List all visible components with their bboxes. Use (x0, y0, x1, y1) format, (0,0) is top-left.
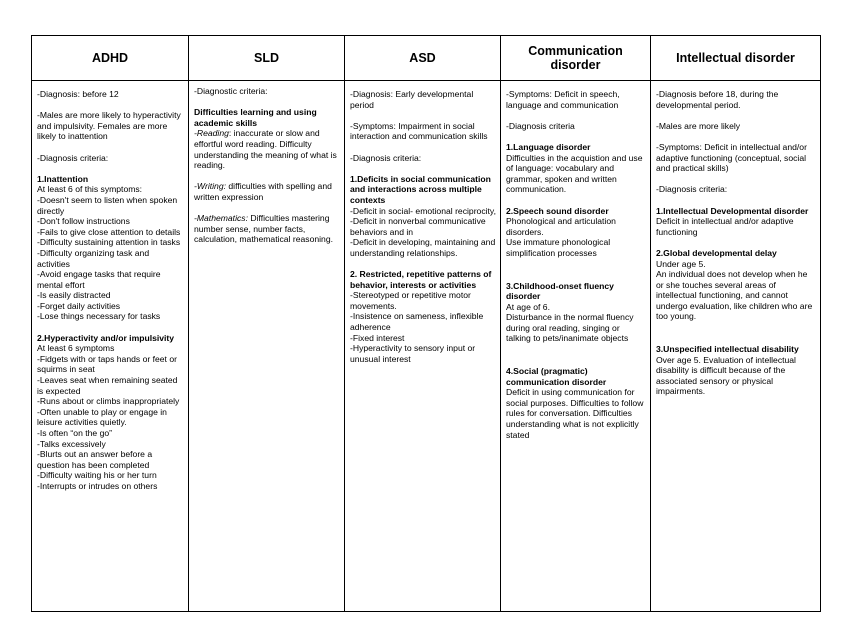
id-diagnosis: -Diagnosis before 18, during the developmental period. (656, 89, 779, 110)
id-unspecified-body: Over age 5. Evaluation of intellectual disability is difficult because of the associated sensory or physical impairments. (656, 354, 796, 397)
comm-speech-title: 2.Speech sound disorder (506, 205, 609, 216)
sld-reading-label: -Reading (194, 128, 229, 139)
sld-writing-text: difficulties with spelling and written expression (194, 181, 332, 202)
id-global-title: 2.Global developmental delay (656, 247, 777, 258)
asd-restricted-body: -Stereotyped or repetitive motor movements. -Insistence on sameness, inflexible adherence -Fixed interest -Hyperactivity to sensory input or unusual interest (350, 290, 484, 364)
id-symptoms: -Symptoms: Deficit in intellectual and/or adaptive functioning (conceptual, social and practical skills) (656, 141, 807, 174)
adhd-diagnosis: -Diagnosis: before 12 (37, 89, 119, 99)
header-intellectual-disorder: Intellectual disorder (651, 36, 821, 81)
asd-criteria: -Diagnosis criteria: (350, 152, 422, 163)
cell-sld (189, 81, 345, 612)
header-communication-disorder (501, 36, 651, 81)
sld-math (194, 213, 340, 245)
adhd-gender: -Males are more likely to hyperactivity and impulsivity. Females are more likely to inattention (37, 110, 181, 142)
comm-social-body: Deficit in using communication for social purposes. Difficulties to follow rules for conversation. Difficulties understanding what is not explicitly stated (506, 387, 644, 440)
comm-language-body: Difficulties in the acquistion and use of language: vocabulary and grammar, spoken and written communication. (506, 152, 643, 195)
adhd-inattention-title: 1.Inattention (37, 173, 89, 184)
comm-speech-body: Phonological and articulation disorders. Use immature phonological simplification processes (506, 216, 616, 258)
cell-communication (501, 81, 651, 612)
id-developmental-title: 1.Intellectual Developmental disorder (656, 205, 809, 216)
id-developmental-body: Deficit in intellectual and/or adaptive functioning (656, 216, 794, 237)
sld-math-text: Difficulties mastering number sense, number facts, calculation, mathematical reasoning. (194, 213, 334, 245)
sld-criteria: -Diagnostic criteria: (194, 86, 268, 96)
comm-fluency-body: At age of 6. Disturbance in the normal fluency during oral reading, singing or talking to pets/inanimate objects (506, 301, 634, 344)
adhd-inattention-body: At least 6 of this symptoms: -Doesn't seem to listen when spoken directly -Don't follow instructions -Fails to give close attention to details -Difficulty sustaining attention in tasks -Difficulty organizing task and activities -Avoid engage tasks that require mental effort -Is easily distracted -Forget daily activities -Lose things necessary for tasks (37, 184, 181, 322)
adhd-hyperactivity-title: 2.Hyperactivity and/or impulsivity (37, 332, 175, 343)
comm-criteria: -Diagnosis criteria (506, 120, 575, 131)
cell-asd (345, 81, 501, 612)
sld-math-label: -Mathematics: (194, 213, 248, 224)
id-unspecified-title: 3.Unspecified intellectual disability (656, 344, 799, 355)
asd-restricted-title: 2. Restricted, repetitive patterns of behavior, interests or activities (350, 269, 492, 290)
header-sld: SLD (189, 36, 345, 81)
sld-reading-text: : inaccurate or slow and effortful word reading. Difficulty understanding the meaning of what is reading. (194, 128, 337, 171)
sld-reading (194, 128, 340, 170)
id-global-body: Under age 5. An individual does not develop when he or she touches several areas of intellectual functioning, and cannot undergo evaluation, like children who are too young. (656, 258, 813, 322)
cell-adhd (32, 81, 189, 612)
asd-deficits-title: 1.Deficits in social communication and interactions across multiple contexts (350, 173, 491, 205)
disorders-comparison-table (31, 35, 821, 612)
comm-fluency-title: 3.Childhood-onset fluency disorder (506, 280, 614, 302)
id-gender: -Males are more likely (656, 120, 741, 131)
header-communication-label: Communication disorder (528, 44, 623, 72)
header-row (32, 36, 821, 81)
sld-title: Difficulties learning and using academic skills (194, 107, 317, 128)
comm-symptoms: -Symptoms: Deficit in speech, language and communication (506, 89, 620, 110)
sld-writing (194, 181, 340, 202)
content-row (32, 81, 821, 612)
comm-language-title: 1.Language disorder (506, 141, 591, 152)
asd-symptoms: -Symptoms: Impairment in social interaction and communication skills (350, 120, 488, 142)
header-asd: ASD (345, 36, 501, 81)
adhd-hyperactivity-body: At least 6 symptoms -Fidgets with or taps hands or feet or squirms in seat -Leaves seat when remaining seated is expected -Runs about or climbs inappropriately -Often unable to play or engage in leisure activities quietly. -Is often “on the go” -Talks excessively -Blurts out an answer before a question has been completed -Difficulty waiting his or her turn -Interrupts or intrudes on others (37, 343, 180, 491)
header-adhd: ADHD (32, 36, 189, 81)
adhd-criteria: -Diagnosis criteria: (37, 152, 109, 163)
id-criteria: -Diagnosis criteria: (656, 184, 728, 195)
asd-deficits-body: -Deficit in social- emotional reciprocity, -Deficit in nonverbal communicative behaviors and in -Deficit in developing, maintaining and understanding relationships. (350, 205, 496, 258)
comm-social-title: 4.Social (pragmatic) communication disorder (506, 366, 607, 387)
sld-writing-label: -Writing: (194, 181, 226, 192)
cell-intellectual (651, 81, 821, 612)
asd-diagnosis: -Diagnosis: Early developmental period (350, 89, 474, 110)
